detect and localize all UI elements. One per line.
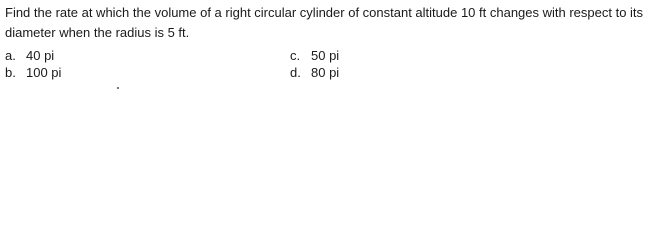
choice-a[interactable]	[5, 47, 54, 65]
choice-value: 50 pi	[311, 48, 340, 63]
choice-value: 100 pi	[26, 65, 62, 80]
choice-value: 40 pi	[26, 48, 55, 63]
choice-letter: b.	[5, 65, 16, 80]
choice-letter: c.	[290, 48, 301, 63]
choice-c[interactable]	[290, 47, 339, 65]
question-text: Find the rate at which the volume of a right circular cylinder of constant altitude 10 ft changes with respect to its diameter when the radius is 5 ft.	[5, 5, 644, 40]
choice-d[interactable]	[290, 64, 339, 82]
choice-letter: d.	[290, 65, 301, 80]
choice-b[interactable]	[5, 64, 61, 82]
stray-mark	[117, 87, 119, 89]
choice-letter: a.	[5, 48, 16, 63]
choice-value: 80 pi	[311, 65, 340, 80]
